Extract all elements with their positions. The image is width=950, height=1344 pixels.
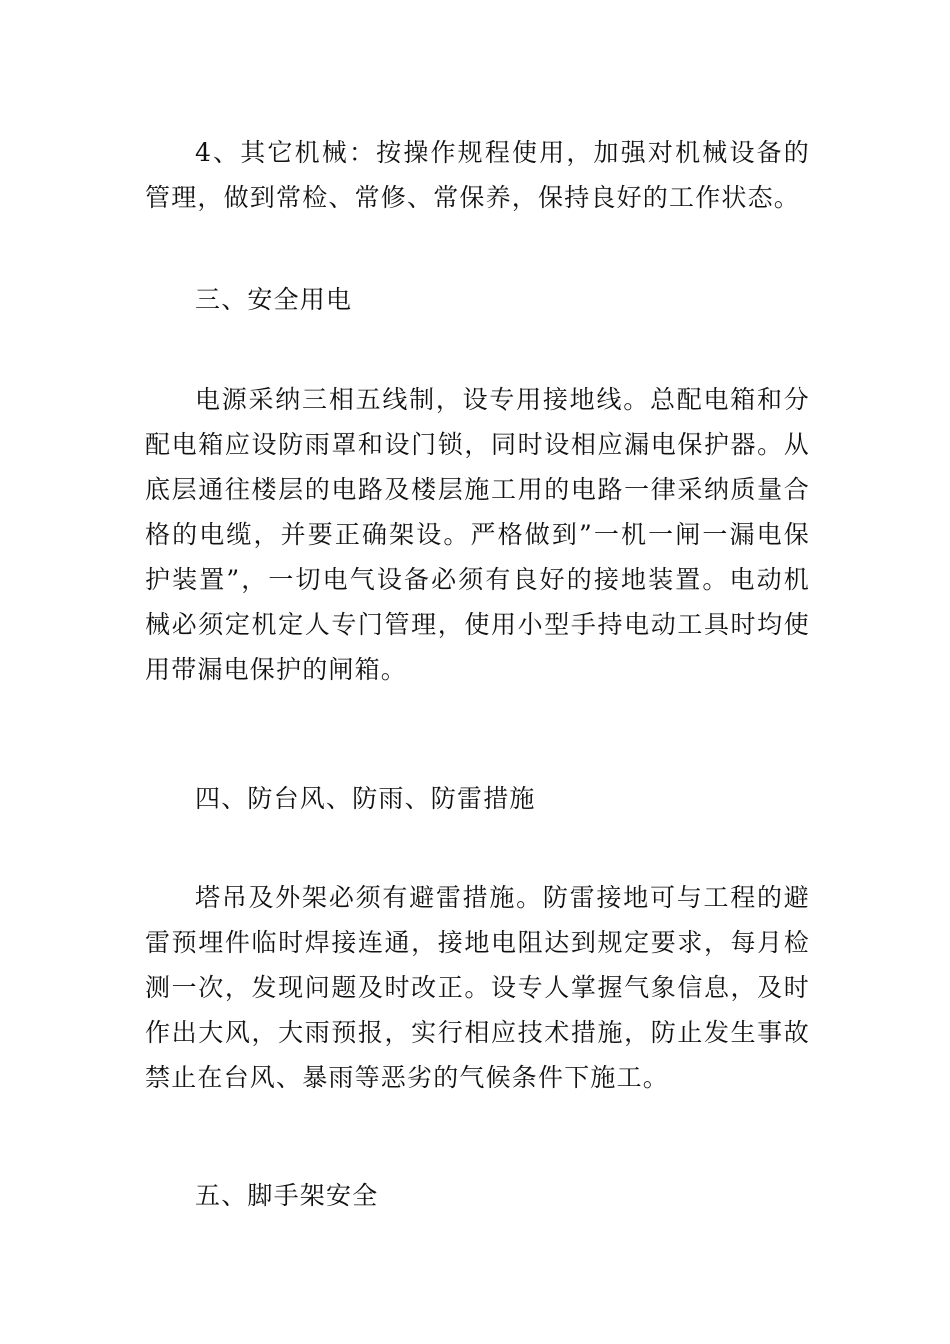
paragraph-weather-protection: 塔吊及外架必须有避雷措施。防雷接地可与工程的避雷预埋件临时焊接连通，接地电阻达到规定要求，每月检测一次，发现问题及时改正。设专人掌握气象信息，及时作出大风，大雨预报，实行相应技术措施，防止发生事故禁止在台风、暴雨等恶劣的气候条件下施工。 <box>145 883 810 1092</box>
section-heading-electrical-safety: 三、安全用电 <box>195 285 353 314</box>
paragraph-electrical-safety: 电源采纳三相五线制，设专用接地线。总配电箱和分配电箱应设防雨罩和设门锁，同时设相应漏电保护器。从底层通往楼层的电路及楼层施工用的电路一律采纳质量合格的电缆，并要正确架设。严格做到”一机一闸一漏电保护装置”，一切电气设备必须有良好的接地装置。电动机械必须定机定人专门管理，使用小型手持电动工具时均使用带漏电保护的闸箱。 <box>145 385 810 684</box>
paragraph-other-machinery: 4、其它机械：按操作规程使用，加强对机械设备的管理，做到常检、常修、常保养，保持良好的工作状态。 <box>145 138 810 212</box>
section-heading-scaffold-safety: 五、脚手架安全 <box>195 1181 379 1210</box>
section-heading-weather-protection: 四、防台风、防雨、防雷措施 <box>195 784 536 813</box>
